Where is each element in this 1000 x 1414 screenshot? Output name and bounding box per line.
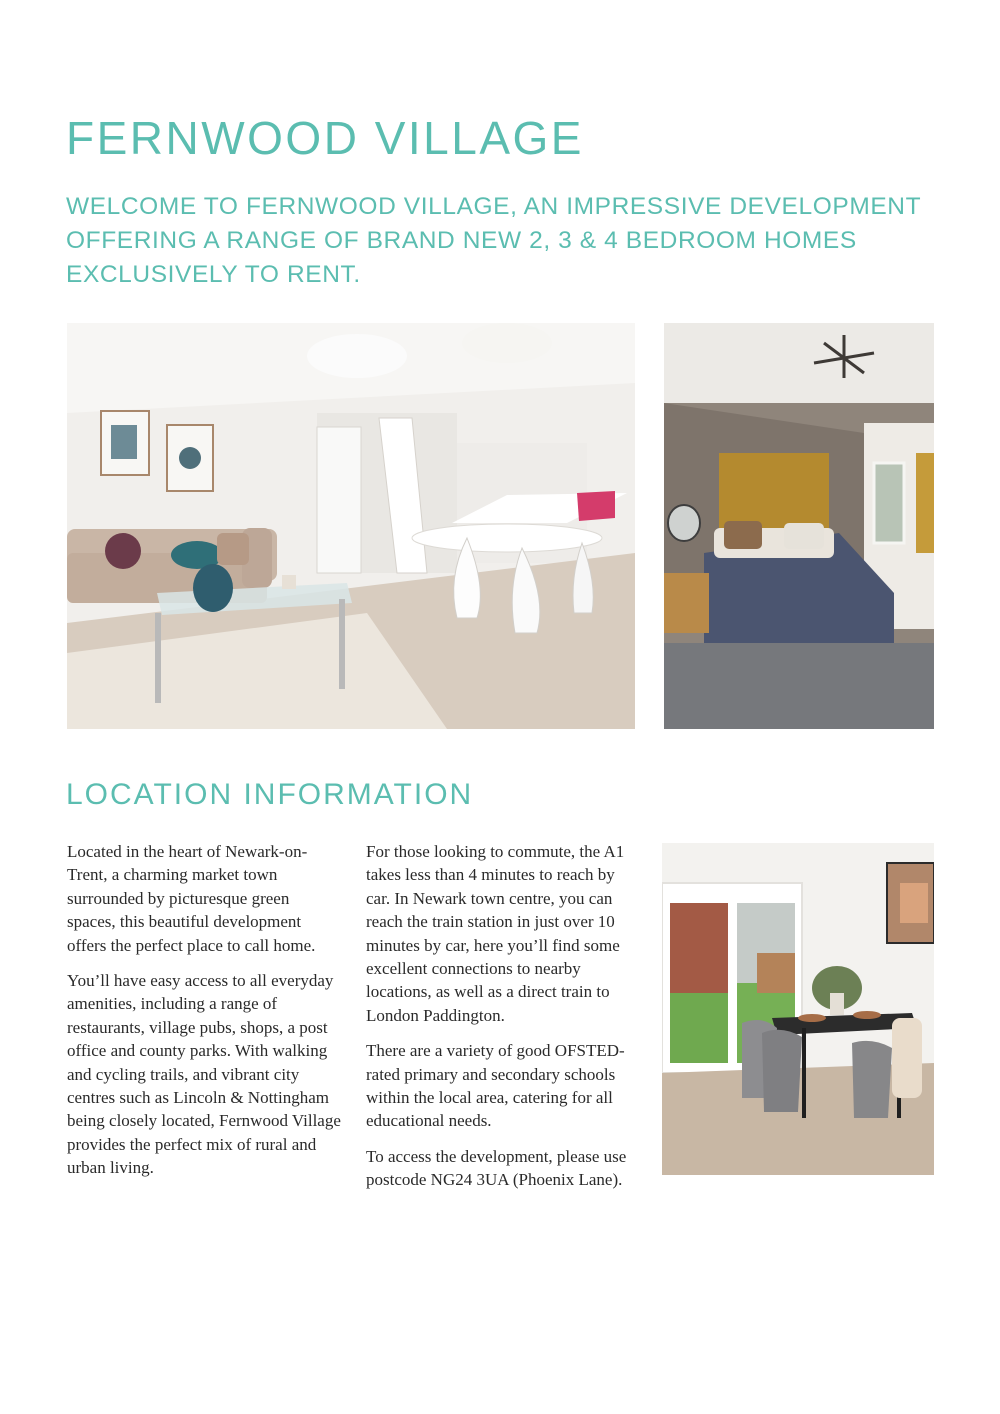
location-paragraph: Located in the heart of Newark-on-Trent, a charming market town surrounded by picturesque green spaces, this beautiful development offers the perfect place to call home. xyxy=(67,842,316,955)
location-paragraph: There are a variety of good OFSTED-rated primary and secondary schools within the local area, catering for all educational needs. xyxy=(366,1041,625,1131)
living-room-photo xyxy=(67,323,635,729)
page-title: FERNWOOD VILLAGE xyxy=(66,112,584,164)
location-paragraph: To access the development, please use postcode NG24 3UA (Phoenix Lane). xyxy=(366,1146,627,1190)
bedroom-photo xyxy=(664,323,934,729)
location-paragraph: You’ll have easy access to all everyday amenities, including a range of restaurants, village pubs, shops, a post office and county parks. With walking and cycling trails, and vibrant city centres such as Lincoln & Nottingham being closely located, Fernwood Village provides the perfect mix of rural and urban living. xyxy=(67,971,341,1178)
location-column-2 xyxy=(366,840,631,1204)
intro-text: WELCOME TO FERNWOOD VILLAGE, AN IMPRESSIVE DEVELOPMENT OFFERING A RANGE OF BRAND NEW 2, 3 & 4 BEDROOM HOMES EXCLUSIVELY TO RENT. xyxy=(66,193,921,288)
dining-room-photo xyxy=(662,843,934,1175)
location-heading: LOCATION INFORMATION xyxy=(66,778,474,811)
location-column-1 xyxy=(67,840,342,1192)
location-paragraph: For those looking to commute, the A1 takes less than 4 minutes to reach by car. In Newark town centre, you can reach the train station in just over 10 minutes by car, here you’ll find some excellent connections to nearby locations, as well as a direct train to London Paddington. xyxy=(366,842,625,1025)
